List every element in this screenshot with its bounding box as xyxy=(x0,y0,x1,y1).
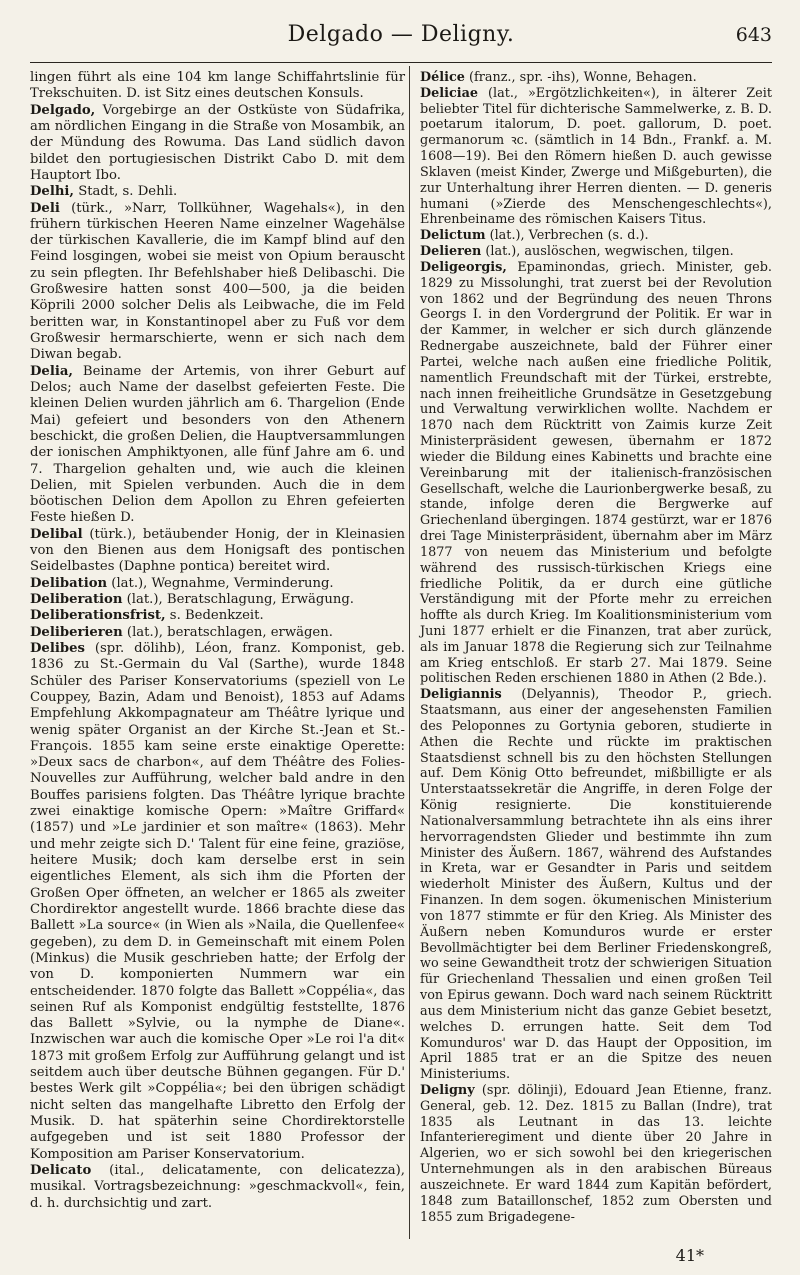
entry xyxy=(30,103,405,185)
entry-text: (lat.), auslöschen, wegwischen, tilgen. xyxy=(481,244,734,260)
entry-text: (lat.), beratschlagen, erwägen. xyxy=(122,624,333,640)
entry xyxy=(30,608,405,624)
entry-text: (lat.), Beratschlagung, Erwägung. xyxy=(122,592,354,607)
entry xyxy=(30,576,405,592)
entry xyxy=(420,687,772,1083)
entry-lemma: Delhi, xyxy=(30,184,75,200)
entry-text: lingen führt als eine 104 km lange Schiffahrtslinie für Trekschuiten. D. ist Sitz eines deutschen Konsuls. xyxy=(30,70,405,102)
entry-text: Vorgebirge an der Ostküste von Südafrika, am nördlichen Eingang in die Straße von Mosambik, an der Mündung des Rowuma. Das Land südlich davon bildet den portugiesischen Distrikt Cabo D. mit dem Hauptort Ibo. xyxy=(30,102,405,183)
entry xyxy=(420,244,772,260)
entry-text: (franz., spr. -ihs), Wonne, Behagen. xyxy=(464,70,697,85)
entry xyxy=(420,260,772,687)
running-title: Delgado — Deligny. xyxy=(287,22,515,47)
entry xyxy=(30,364,405,527)
entry xyxy=(420,1083,772,1225)
entry-lemma: Delibal xyxy=(30,526,83,542)
entry-text: (türk.), betäubender Honig, der in Kleinasien von den Bienen aus dem Honigsaft des pontischen Seidelbastes (Daphne pontica) bereitet wird. xyxy=(30,526,405,575)
signature-mark: 41* xyxy=(675,1246,704,1265)
entry-lemma: Deligny xyxy=(420,1083,475,1098)
entry-text: (türk., »Narr, Tollkühner, Wagehals«), in den frühern türkischen Heeren Name einzelner Wagehälse der türkischen Kavallerie, die im Kampf blind auf den Feind losgingen, wobei sie meist von Opium berauscht zu sein pflegten. Ihr Befehlshaber hieß Delibaschi. Die Großwesire hatten sonst 400—500, ja die beiden Köprili 2000 solcher Delis als Leibwache, die im Feld beritten war, in Konstantinopel aber zu Fuß vor dem Großwesir hermarschierte, wenn er sich nach dem Diwan begab. xyxy=(30,200,405,363)
entry xyxy=(420,70,772,86)
entry xyxy=(30,70,405,103)
entry-text: Stadt, s. Dehli. xyxy=(74,184,178,200)
header-rule xyxy=(30,62,772,63)
entry-lemma: Deligeorgis, xyxy=(420,259,507,275)
entry-lemma: Delgado, xyxy=(30,102,96,118)
entry xyxy=(30,1163,405,1212)
page-number: 643 xyxy=(735,24,772,46)
entry xyxy=(30,184,405,200)
entry-lemma: Delia, xyxy=(30,363,73,379)
entry-text: Epaminondas, griech. Minister, geb. 1829 zu Missolunghi, trat zuerst bei der Revolution von 1862 und der Begründung des neuen Throns Georgs I. in den Vordergrund der Politik. Er war in der Kammer, in welcher er sich durch glänzende Rednergabe auszeichnete, bald der Führer einer Partei, welche nach außen eine friedliche Politik, namentlich Freundschaft mit der Türkei, erstrebte, nach innen freiheitliche Grundsätze in Gesetzgebung und Verwaltung verwirklichen wollte. Nachdem er 1870 nach dem Rücktritt von Zaimis kurze Zeit Ministerpräsident gewesen, übernahm er 1872 wieder die Bildung eines Kabinetts und brachte eine Vereinbarung mit der italienisch-französischen Gesellschaft, welche die Laurionbergwerke besaß, zu stande, infolge deren die Bergwerke auf Griechenland übergingen. 1874 gestürzt, war er 1876 drei Tage Ministerpräsident, übernahm aber im März 1877 von neuem das Ministerium und befolgte während des russisch-türkischen Kriegs eine friedliche Politik, da er durch eine gütliche Verständigung mit der Pforte mehr zu erreichen hoffte als durch Krieg. Im Koalitionsministerium vom Juni 1877 erhielt er die Finanzen, trat aber zurück, als im Januar 1878 die Regierung sich zur Teilnahme am Krieg entschloß. Er starb 27. Mai 1879. Seine politischen Reden erschienen 1880 in Athen (2 Bde.). xyxy=(420,259,772,687)
entry xyxy=(30,625,405,641)
entry xyxy=(30,592,405,608)
entry-lemma: Délice xyxy=(420,70,465,85)
entry-lemma: Delibes xyxy=(30,640,85,656)
entry-lemma: Delibation xyxy=(30,575,108,591)
entry-lemma: Delictum xyxy=(420,228,486,244)
page-header xyxy=(30,22,772,58)
right-column xyxy=(420,70,772,1225)
entry-lemma: Deliciae xyxy=(420,85,479,101)
entry-text: (lat.), Verbrechen (s. d.). xyxy=(485,228,649,244)
entry-lemma: Deliberationsfrist, xyxy=(30,608,166,624)
entry xyxy=(30,527,405,576)
entry xyxy=(420,86,772,228)
entry xyxy=(30,641,405,1163)
entry-text: s. Bedenkzeit. xyxy=(165,608,264,624)
entry-lemma: Delieren xyxy=(420,244,482,260)
entry-text: (lat.), Wegnahme, Verminderung. xyxy=(107,575,334,591)
entry-lemma: Deli xyxy=(30,200,60,216)
entry-lemma: Deligiannis xyxy=(420,687,502,703)
entry-text: Beiname der Artemis, von ihrer Geburt auf Delos; auch Name der daselbst gefeierten Feste. Die kleinen Delien wurden jährlich am 6. Thargelion (Ende Mai) gefeiert und besonders von den Athenern beschickt, die großen Delien, die Hauptversammlungen der ionischen Amphiktyonen, alle fünf Jahre am 6. und 7. Thargelion gehalten und, wie auch die kleinen Delien, mit Spielen verbunden. Auch die in dem böotischen Delion dem Apollon zu Ehren gefeierten Feste hießen D. xyxy=(30,363,405,526)
entry-text: (Delyannis), Theodor P., griech. Staatsmann, aus einer der angesehensten Familien des Peloponnes zu Gortynia geboren, studierte in Athen die Rechte und rückte im praktischen Staatsdienst schnell bis zu den höchsten Stellungen auf. Dem König Otto befreundet, mißbilligte er als Unterstaatssekretär die Angriffe, in deren Folge der König resignierte. Die konstituierende Nationalversammlung betrachtete ihn als eins ihrer hervorragendsten Glieder und bestimmte ihn zum Minister des Äußern. 1867, während des Aufstandes in Kreta, war er Gesandter in Paris und seitdem wiederholt Minister des Äußern, Kultus und der Finanzen. In dem sogen. ökumenischen Ministerium von 1877 stimmte er für den Krieg. Als Minister des Äußern neben Komunduros wurde er erster Bevollmächtigter bei dem Berliner Friedenskongreß, wo seine Gewandtheit trotz der schwierigen Situation für Griechenland Thessalien und einen großen Teil von Epirus gewann. Doch ward nach seinem Rücktritt aus dem Ministerium nicht das ganze Gebiet besetzt, welches D. errungen hatte. Seit dem Tod Komunduros' war D. das Haupt der Opposition, im April 1885 trat er an die Spitze des neuen Ministeriums. xyxy=(420,687,772,1083)
entry-text: (spr. dölihb), Léon, franz. Komponist, geb. 1836 zu St.-Germain du Val (Sarthe), wurde 1848 Schüler des Pariser Konservatoriums (speziell von Le Couppey, Bazin, Adam und Benoist), 1853 auf Adams Empfehlung Akkompagnateur am Théâtre lyrique und wenig später Organist an der Kirche St.-Jean et St.-François. 1855 kam seine erste einaktige Operette: »Deux sacs de charbon«, auf dem Théâtre des Folies-Nouvelles zur Aufführung, welcher bald andre in den Bouffes parisiens folgten. Das Théâtre lyrique brachte zwei einaktige komische Opern: »Maître Griffard« (1857) und »Le jardinier et son maître« (1863). Mehr und mehr zeigte sich D.' Talent für eine feine, graziöse, heitere Musik; doch kam derselbe erst in sein eigentliches Element, als sich ihm die Pforten der Großen Oper öffneten, an welcher er 1865 als zweiter Chordirektor angestellt wurde. 1866 brachte diese das Ballett »La source« (in Wien als »Naila, die Quellenfee« gegeben), zu dem D. in Gemeinschaft mit einem Polen (Minkus) die Musik geschrieben hatte; der Erfolg der von D. komponierten Nummern war ein entscheidender. 1870 folgte das Ballett »Coppélia«, das seinen Ruf als Komponist endgültig feststellte, 1876 das Ballett »Sylvie, ou la nymphe de Diane«. Inzwischen war auch die komische Oper »Le roi l'a dit« 1873 mit großem Erfolg zur Aufführung gelangt und ist seitdem auch über deutsche Bühnen gegangen. Für D.' bestes Werk gilt »Coppélia«; bei den übrigen schädigt nicht selten das mangelhafte Libretto den Erfolg der Musik. D. hat späterhin seine Chordirektorstelle aufgegeben und ist seit 1880 Professor der Komposition am Pariser Konservatorium. xyxy=(30,640,405,1162)
entry-lemma: Delicato xyxy=(30,1162,92,1178)
entry xyxy=(30,201,405,364)
left-column xyxy=(30,70,405,1212)
entry-lemma: Deliberieren xyxy=(30,624,123,640)
entry-text: (ital., delicatamente, con delicatezza), musikal. Vortragsbezeichnung: »geschmackvoll«, fein, d. h. durchsichtig und zart. xyxy=(30,1162,405,1211)
column-divider xyxy=(409,66,410,1239)
entry-text: (lat., »Ergötzlichkeiten«), in älterer Zeit beliebter Titel für dichterische Sammelwerke, z. B. D. poetarum italorum, D. poet. gallorum, D. poet. germanorum ꝛc. (sämtlich in 14 Bdn., Frankf. a. M. 1608—19). Bei den Römern hießen D. auch gewisse Sklaven (meist Kinder, Zwerge und Mißgeburten), die zur Unterhaltung ihrer Herren dienten. — D. generis humani (»Zierde des Menschengeschlechts«), Ehrenbeiname des römischen Kaisers Titus. xyxy=(420,85,772,228)
entry-text: (spr. dölinji), Edouard Jean Etienne, franz. General, geb. 12. Dez. 1815 zu Ballan (Indre), trat 1835 als Leutnant in das 13. leichte Infanterieregiment und diente über 20 Jahre in Algerien, wo er sich sowohl bei den kriegerischen Unternehmungen als in den arabischen Büreaus auszeichnete. Er ward 1844 zum Kapitän befördert, 1848 zum Bataillonschef, 1852 zum Obersten und 1855 zum Brigadegene- xyxy=(420,1083,772,1225)
entry-lemma: Deliberation xyxy=(30,592,123,607)
entry xyxy=(420,228,772,244)
